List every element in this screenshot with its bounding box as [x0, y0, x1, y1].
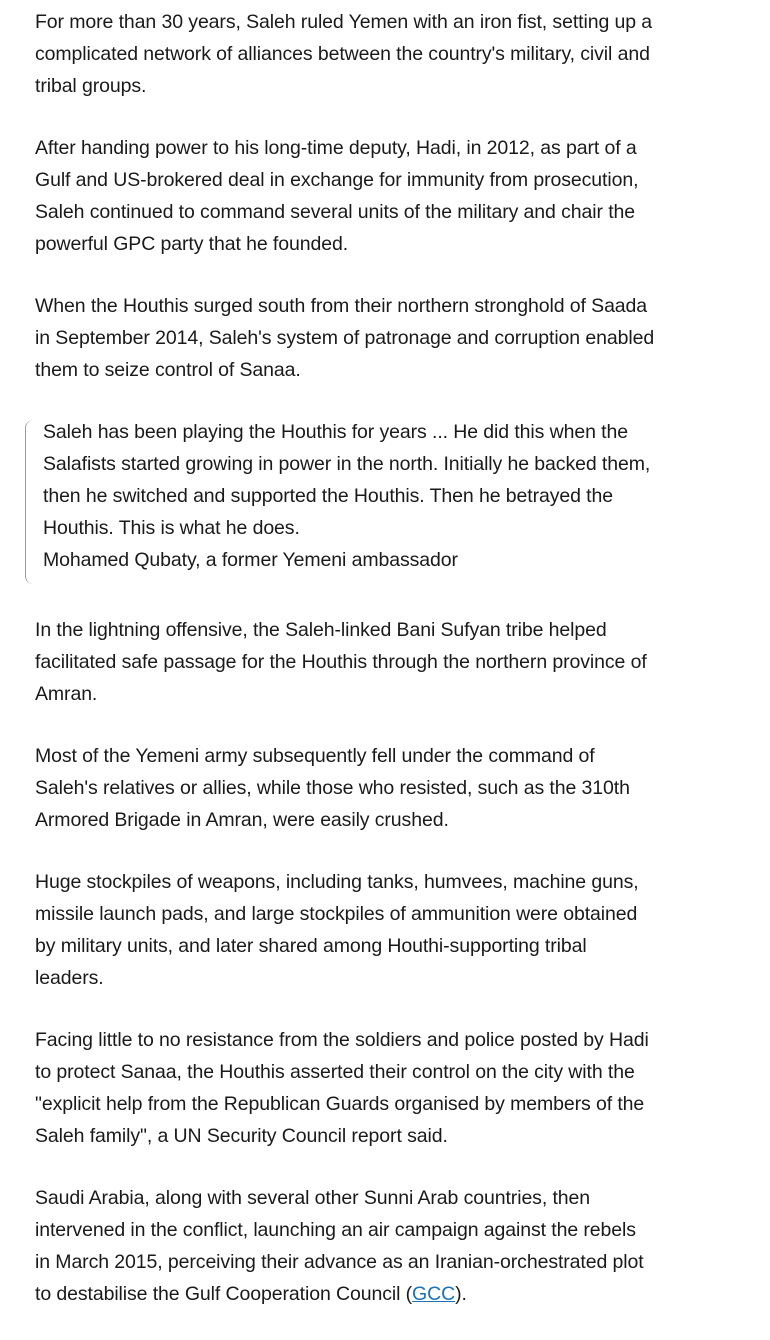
pull-quote — [35, 416, 655, 584]
paragraph-weapons-stockpiles: Huge stockpiles of weapons, including tanks, humvees, machine guns, missile launch pads, and large stockpiles of ammunition were obtained by military units, and later shared among Houthi-supporting tribal leaders. — [35, 871, 639, 989]
paragraph-saudi-intervention — [35, 1182, 655, 1310]
paragraph-houthi-surge: When the Houthis surged south from their northern stronghold of Saada in September 2014, Saleh's system of patronage and corruption enabled them to seize control of Sanaa. — [35, 295, 655, 381]
gcc-link[interactable]: GCC — [412, 1283, 456, 1305]
paragraph-text: Saudi Arabia, along with several other Sunni Arab countries, then intervened in the conflict, launching an air campaign against the rebels in March 2015, perceiving their advance as an Iranian-orchestrated plot to destabilise the Gulf Cooperation Council ( — [35, 1187, 644, 1305]
paragraph-text-end: ). — [455, 1283, 467, 1305]
paragraph-lightning-offensive: In the lightning offensive, the Saleh-linked Bani Sufyan tribe helped facilitated safe passage for the Houthis through the northern province of Amran. — [35, 619, 647, 705]
article-body — [35, 6, 655, 1340]
paragraph-army-command: Most of the Yemeni army subsequently fell under the command of Saleh's relatives or allies, while those who resisted, such as the 310th Armored Brigade in Amran, were easily crushed. — [35, 745, 630, 831]
quote-text: Saleh has been playing the Houthis for years ... He did this when the Salafists started growing in power in the north. Initially he backed them, then he switched and supported the Houthis. Then he betrayed the Houthis. This is what he does. — [43, 421, 651, 539]
paragraph-sanaa-control: Facing little to no resistance from the soldiers and police posted by Hadi to protect Sanaa, the Houthis asserted their control on the city with the "explicit help from the Republican Guards organised by members of the Saleh family", a UN Security Council report said. — [35, 1029, 649, 1147]
quote-attribution: Mohamed Qubaty, a former Yemeni ambassador — [43, 549, 458, 571]
paragraph-power-handover: After handing power to his long-time deputy, Hadi, in 2012, as part of a Gulf and US-brokered deal in exchange for immunity from prosecution, Saleh continued to command several units of the military and chair the powerful GPC party that he founded. — [35, 137, 639, 255]
paragraph-saleh-rule: For more than 30 years, Saleh ruled Yemen with an iron fist, setting up a complicated network of alliances between the country's military, civil and tribal groups. — [35, 11, 653, 97]
